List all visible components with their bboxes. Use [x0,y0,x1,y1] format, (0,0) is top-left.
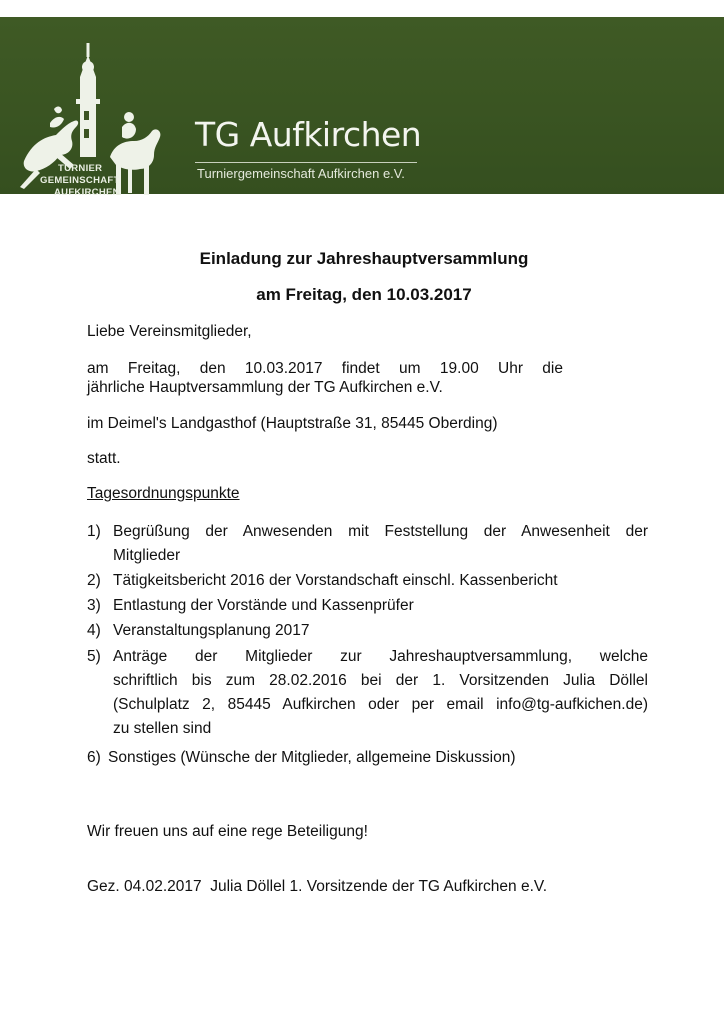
agenda-line: (Schulplatz 2, 85445 Aufkirchen oder per email info@tg-aufkichen.de) [113,696,648,713]
intro-line-2: jährliche Hauptversammlung der TG Aufkirchen e.V. [87,379,443,396]
agenda-text: Sonstiges (Wünsche der Mitglieder, allgemeine Diskussion) [108,749,516,766]
brand-subtitle: Turniergemeinschaft Aufkirchen e.V. [197,166,405,181]
logo-line-2: GEMEINSCHAFT [40,175,120,186]
agenda-text: Entlastung der Vorstände und Kassenprüfer [113,597,414,614]
agenda-title: Tagesordnungspunkte [87,485,240,502]
brand-title: TG Aufkirchen [195,115,422,154]
statt-text: statt. [87,450,121,467]
agenda-item [87,520,648,568]
logo-lettering [40,163,120,199]
agenda-line: zu stellen sind [113,720,212,737]
page-subtitle: am Freitag, den 10.03.2017 [256,285,472,304]
agenda-line: Mitglieder [113,547,181,564]
agenda-text [113,520,648,568]
intro-paragraph [87,359,563,397]
logo-line-1: TURNIER [58,163,103,174]
agenda-line: Anträge der Mitglieder zur Jahreshauptversammlung, welche [113,648,648,665]
salutation: Liebe Vereinsmitglieder, [87,323,252,340]
agenda-number: 5) [87,648,101,665]
agenda-text: Veranstaltungsplanung 2017 [113,622,310,639]
intro-line-1: am Freitag, den 10.03.2017 findet um 19.00 Uhr die [87,360,563,377]
agenda-item [87,645,648,741]
agenda-number: 4) [87,622,101,639]
agenda-number: 3) [87,597,101,614]
agenda-line: schriftlich bis zum 28.02.2016 bei der 1. Vorsitzenden Julia Döllel [113,672,648,689]
location-text: im Deimel's Landgasthof (Hauptstraße 31, 85445 Oberding) [87,415,498,432]
closing-text: Wir freuen uns auf eine rege Beteiligung! [87,823,368,840]
header-banner [0,17,724,198]
logo-line-3: AUFKIRCHEN [54,187,120,198]
agenda-text [113,645,648,741]
signature-line: Gez. 04.02.2017 Julia Döllel 1. Vorsitzende der TG Aufkirchen e.V. [87,878,548,895]
brand-divider [195,162,417,163]
agenda-number: 2) [87,572,101,589]
page-title: Einladung zur Jahreshauptversammlung [199,249,529,268]
agenda-line: Begrüßung der Anwesenden mit Feststellung der Anwesenheit der [113,523,648,540]
agenda-number: 6) [87,749,101,766]
agenda-number: 1) [87,523,101,540]
agenda-text: Tätigkeitsbericht 2016 der Vorstandschaft einschl. Kassenbericht [113,572,558,589]
